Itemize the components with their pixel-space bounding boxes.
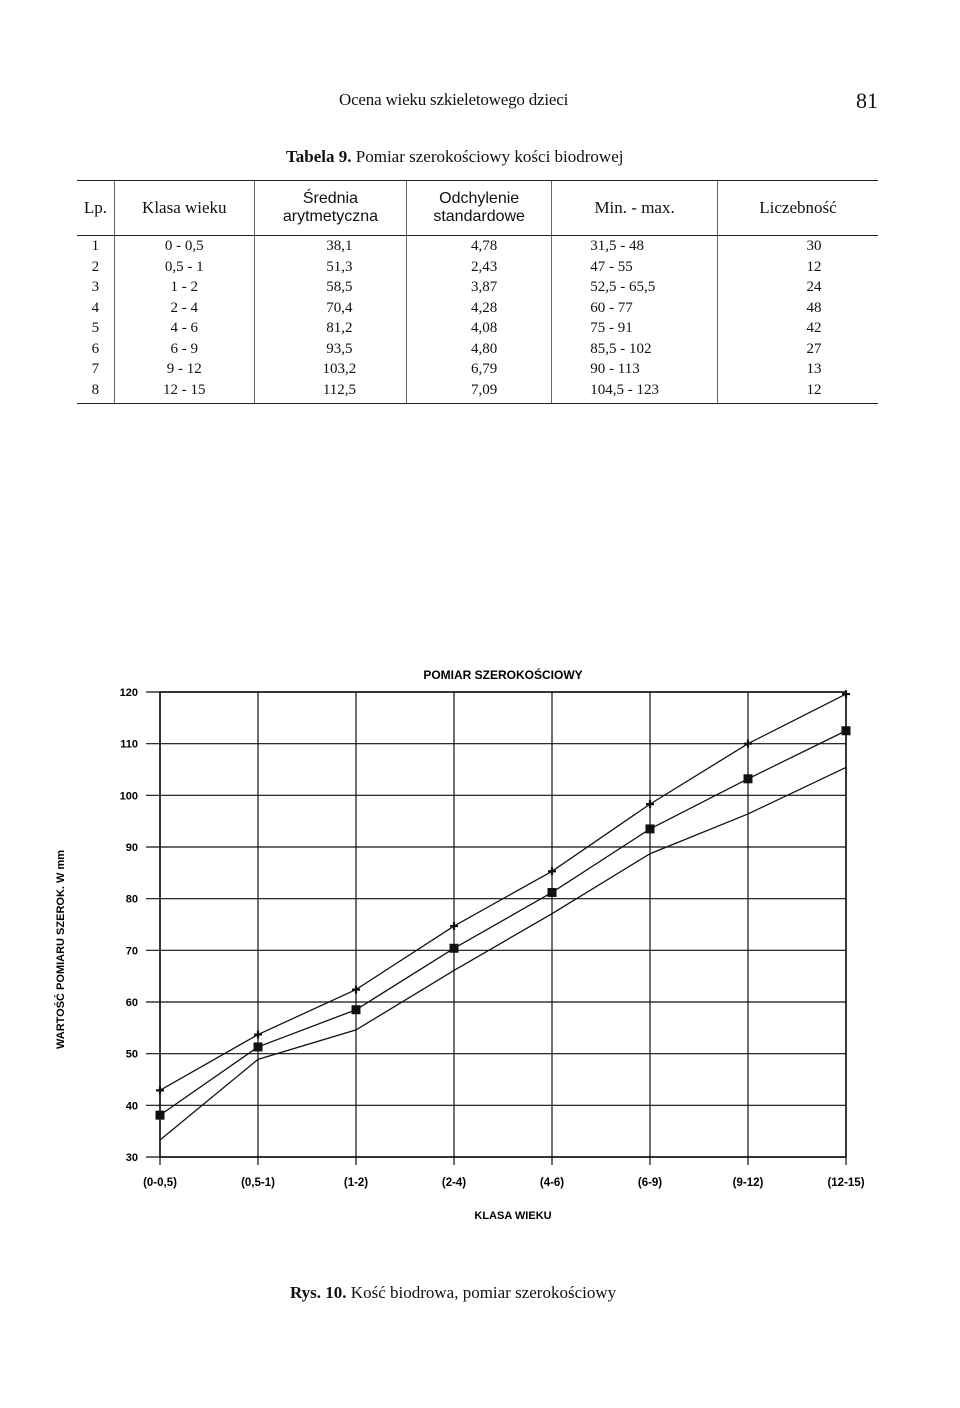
data-point-square: [646, 824, 655, 833]
table-header-row: [77, 181, 878, 236]
x-tick-label: (0-0,5): [143, 1177, 177, 1189]
cell-lp: 5: [91, 320, 100, 337]
cell-n: 30: [717, 236, 878, 257]
data-point-plus: [450, 922, 458, 930]
cell-srednia: 81,2: [254, 318, 406, 339]
cell-minmax: 60 - 77: [552, 298, 718, 319]
y-tick-label: 40: [125, 1100, 138, 1113]
x-tick-label: (0,5-1): [241, 1177, 275, 1189]
cell-minmax: 85,5 - 102: [552, 339, 718, 360]
cell-lp: 8: [77, 380, 114, 404]
cell-srednia: 38,1: [254, 236, 406, 257]
data-point-square: [450, 944, 459, 953]
table-caption-label: Tabela 9.: [286, 147, 352, 166]
data-point-square: [548, 888, 557, 897]
y-axis-label: WARTOŚĆ POMIARU SZEROK. W mm: [55, 849, 67, 1050]
cell-lp: 1: [91, 238, 100, 255]
cell-srednia: 58,5: [254, 277, 406, 298]
header-srednia-line1: Średnia: [302, 190, 358, 207]
cell-lp: 3: [91, 279, 100, 296]
table-row: [77, 318, 878, 339]
y-tick-label: 80: [125, 893, 138, 906]
cell-sd: 4,78: [407, 236, 552, 257]
line-chart: [50, 660, 910, 1230]
table-row: [77, 339, 878, 360]
figure-caption-text: Kość biodrowa, pomiar szerokościowy: [350, 1283, 617, 1302]
x-axis-label: KLASA WIEKU: [474, 1210, 552, 1222]
cell-sd: 4,08: [407, 318, 552, 339]
cell-minmax: 52,5 - 65,5: [552, 277, 718, 298]
table-row: [77, 257, 878, 278]
header-minmax: Min. - max.: [552, 181, 718, 236]
header-liczebnosc: Liczebność: [717, 181, 878, 236]
cell-srednia: 51,3: [254, 257, 406, 278]
cell-n: 24: [717, 277, 878, 298]
data-point-square: [156, 1111, 165, 1120]
x-tick-label: (12-15): [827, 1177, 865, 1189]
data-point-plus: [352, 986, 360, 994]
data-point-plus: [744, 740, 752, 748]
cell-srednia: 93,5: [254, 339, 406, 360]
table-row: [77, 380, 878, 404]
figure-caption-label: Rys. 10.: [290, 1283, 347, 1302]
cell-sd: 6,79: [407, 359, 552, 380]
y-tick-label: 60: [125, 997, 138, 1009]
table-caption: [286, 147, 623, 167]
header-odchylenie: [407, 181, 552, 236]
chart-grid: [146, 692, 846, 1165]
table-caption-text: Pomiar szerokościowy kości biodrowej: [355, 147, 624, 166]
chart-title: POMIAR SZEROKOŚCIOWY: [423, 668, 583, 682]
cell-sd: 7,09: [407, 380, 552, 404]
cell-klasa: 0,5 - 1: [114, 257, 254, 278]
header-srednia: [254, 181, 406, 236]
cell-klasa: 4 - 6: [114, 318, 254, 339]
data-table: [77, 180, 878, 404]
header-odchylenie-line2: standardowe: [433, 208, 525, 225]
figure-caption: [290, 1283, 616, 1303]
x-tick-label: (1-2): [343, 1177, 369, 1189]
cell-sd: 4,28: [407, 298, 552, 319]
cell-klasa: 2 - 4: [114, 298, 254, 319]
cell-lp: 6: [91, 340, 100, 357]
running-title: Ocena wieku szkieletowego dzieci: [339, 90, 569, 109]
data-point-plus: [254, 1031, 262, 1039]
table-row: [77, 359, 878, 380]
chart-series: [156, 690, 851, 1140]
cell-n: 48: [717, 298, 878, 319]
cell-n: 12: [717, 257, 878, 278]
cell-sd: 3,87: [407, 277, 552, 298]
table-row: [77, 277, 878, 298]
cell-srednia: 103,2: [254, 359, 406, 380]
y-tick-label: 90: [125, 842, 138, 854]
data-point-plus: [646, 800, 654, 808]
header-lp: Lp.: [77, 181, 114, 236]
cell-klasa: 6 - 9: [114, 339, 254, 360]
cell-klasa: 0 - 0,5: [114, 236, 254, 257]
data-point-plus: [156, 1086, 164, 1094]
header-odchylenie-line1: Odchylenie: [439, 190, 520, 207]
cell-minmax: 90 - 113: [552, 359, 718, 380]
cell-minmax: 31,5 - 48: [552, 236, 718, 257]
cell-n: 42: [717, 318, 878, 339]
cell-sd: 2,43: [407, 257, 552, 278]
cell-lp: 2: [91, 258, 100, 275]
series-line: [160, 767, 846, 1140]
data-point-square: [352, 1005, 361, 1014]
y-tick-label: 100: [119, 790, 138, 803]
cell-sd: 4,80: [407, 339, 552, 360]
cell-lp: 4: [91, 299, 100, 316]
cell-klasa: 9 - 12: [114, 359, 254, 380]
y-tick-label: 50: [125, 1048, 138, 1061]
header-srednia-line2: arytmetyczna: [282, 208, 378, 225]
y-tick-label: 110: [120, 738, 138, 751]
y-tick-label: 30: [125, 1152, 138, 1164]
y-tick-label: 70: [125, 945, 138, 958]
cell-srednia: 112,5: [254, 380, 406, 404]
x-tick-label: (4-6): [539, 1177, 565, 1189]
data-point-square: [744, 774, 753, 783]
x-tick-label: (6-9): [637, 1177, 663, 1189]
page-number: 81: [856, 88, 878, 113]
table-row: [77, 236, 878, 257]
cell-klasa: 12 - 15: [114, 380, 254, 404]
x-tick-label: (2-4): [441, 1177, 467, 1189]
cell-minmax: 75 - 91: [552, 318, 718, 339]
cell-n: 27: [717, 339, 878, 360]
data-point-square: [254, 1042, 263, 1051]
plot-frame: [160, 692, 846, 1157]
cell-n: 13: [717, 359, 878, 380]
x-tick-label: (9-12): [732, 1177, 764, 1189]
data-point-square: [842, 726, 851, 735]
cell-srednia: 70,4: [254, 298, 406, 319]
data-point-plus: [548, 867, 556, 875]
cell-minmax: 104,5 - 123: [552, 380, 718, 404]
cell-klasa: 1 - 2: [114, 277, 254, 298]
series-line: [160, 694, 846, 1090]
cell-minmax: 47 - 55: [552, 257, 718, 278]
cell-n: 12: [717, 380, 878, 404]
y-tick-label: 120: [119, 687, 138, 699]
cell-lp: 7: [91, 361, 100, 378]
table-row: [77, 298, 878, 319]
header-klasa: Klasa wieku: [114, 181, 254, 236]
